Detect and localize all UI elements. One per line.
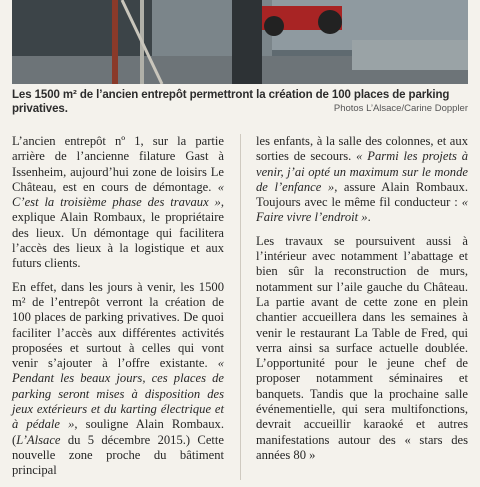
paragraph: En effet, dans les jours à venir, les 1500 m² de l’entrepôt verront la création de 100 places de parking privatives. De quoi faciliter l’accès aux différentes activités proposées et surtout à celles qui vont venir s’ajouter à l’offre existante. « Pendant les beaux jours, ces places de parking seront mises à disposition des jeux extérieurs et du karting électrique et à pédale », souligne Alain Rombaux. (L’Alsace du 5 décembre 2015.) Cette nouvelle zone proche du bâtiment principal [12, 279, 224, 478]
article-column-left [12, 134, 224, 487]
paragraph: Les travaux se poursuivent aussi à l’intérieur avec notamment l’abattage et bien sûr la reconstruction de murs, notamment sur l’aile gauche du Château. La partie avant de cette zone en plein chantier accueillera dans les semaines à venir le restaurant La Table de Fred, qui verra ainsi sa surface actuelle doublée. L’opportunité pour le jeune chef de proposer notamment séminaires et banquets. Tandis que la prochaine salle événementielle, qui sera multifonctions, devrait accueillir karaoké et autres manifestations autour des « stars des années 80 » [256, 233, 468, 462]
photo-caption: Les 1500 m² de l’ancien entrepôt permettront la création de 100 places de parking privatives. [12, 89, 450, 115]
photo-credit: Photos L’Alsace/Carine Doppler [333, 103, 468, 114]
article-column-right [256, 134, 468, 471]
construction-photo-image [12, 0, 468, 84]
article-photo [12, 0, 468, 84]
paragraph: les enfants, à la salle des colonnes, et aux sorties de secours. « Parmi les projets à venir, j’ai opté un maximum sur le monde de l’enfance », assure Alain Rombaux. Toujours avec le même fil conducteur : « Faire vivre l’endroit ». [256, 134, 468, 225]
column-divider [240, 134, 241, 480]
paragraph: L’ancien entrepôt nº 1, sur la partie arrière de l’ancienne filature Gast à Issenheim, aujourd’hui zone de loisirs Le Château, est en cours de démontage. « C’est la troisième phase des travaux », explique Alain Rombaux, le propriétaire des lieux. Un démontage qui facilitera l’accès des lieux à la logistique et aux futurs clients. [12, 134, 224, 271]
